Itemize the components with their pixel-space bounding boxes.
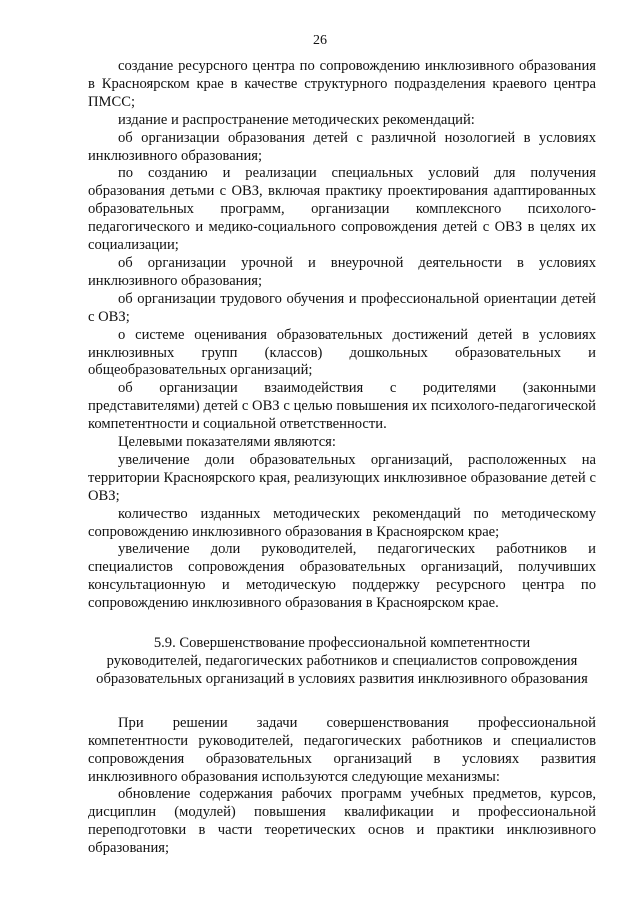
paragraph: создание ресурсного центра по сопровождению инклюзивного образования в Красноярском крае в качестве структурного подразделения краевого центра ПМСС; bbox=[88, 58, 596, 110]
paragraph: об организации трудового обучения и профессиональной ориентации детей с ОВЗ; bbox=[88, 290, 596, 325]
page-number: 26 bbox=[313, 33, 327, 48]
paragraph: по созданию и реализации специальных условий для получения образования детьми с ОВЗ, включая практику проектирования адаптированных образовательных программ, организации комплексного психолого-педагогического и медико-социального сопровождения детей с ОВЗ в целях их социализации; bbox=[88, 165, 596, 254]
section-heading bbox=[88, 635, 596, 689]
section-heading-line: 5.9. Совершенствование профессиональной компетентности bbox=[153, 635, 531, 652]
spacer bbox=[88, 689, 596, 715]
document-body bbox=[88, 58, 596, 858]
paragraph: об организации образования детей с различной нозологией в условиях инклюзивного образования; bbox=[88, 129, 596, 164]
paragraph: увеличение доли образовательных организаций, расположенных на территории Красноярского края, реализующих инклюзивное образование детей с ОВЗ; bbox=[88, 451, 596, 504]
paragraph: Целевыми показателями являются: bbox=[118, 434, 336, 451]
spacer bbox=[88, 613, 596, 635]
paragraph: об организации взаимодействия с родителями (законными представителями) детей с ОВЗ с целью повышения их психолого-педагогической компетентности и социальной ответственности. bbox=[88, 380, 596, 433]
section-heading-line: образовательных организаций в условиях развития инклюзивного образования bbox=[96, 670, 588, 687]
paragraph: увеличение доли руководителей, педагогических работников и специалистов сопровождения образовательных организаций, получивших консультационную и методическую поддержку ресурсного центра по сопровождению инклюзивного образования в Красноярском крае. bbox=[88, 541, 596, 612]
paragraph: обновление содержания рабочих программ учебных предметов, курсов, дисциплин (модулей) повышения квалификации и профессиональной переподготовки в части теоретических основ и практики инклюзивного образования; bbox=[88, 786, 596, 857]
paragraph: о системе оценивания образовательных достижений детей в условиях инклюзивных групп (классов) дошкольных образовательных и общеобразовательных организаций; bbox=[88, 326, 596, 379]
paragraph: При решении задачи совершенствования профессиональной компетентности руководителей, педагогических работников и специалистов сопровождения образовательных организаций в условиях развития инклюзивного образования используются следующие механизмы: bbox=[88, 714, 596, 785]
paragraph: об организации урочной и внеурочной деятельности в условиях инклюзивного образования; bbox=[88, 254, 596, 289]
paragraph: издание и распространение методических рекомендаций: bbox=[118, 111, 475, 128]
section-heading-line: руководителей, педагогических работников и специалистов сопровождения bbox=[106, 653, 578, 669]
paragraph: количество изданных методических рекомендаций по методическому сопровождению инклюзивного образования в Красноярском крае; bbox=[88, 505, 596, 540]
